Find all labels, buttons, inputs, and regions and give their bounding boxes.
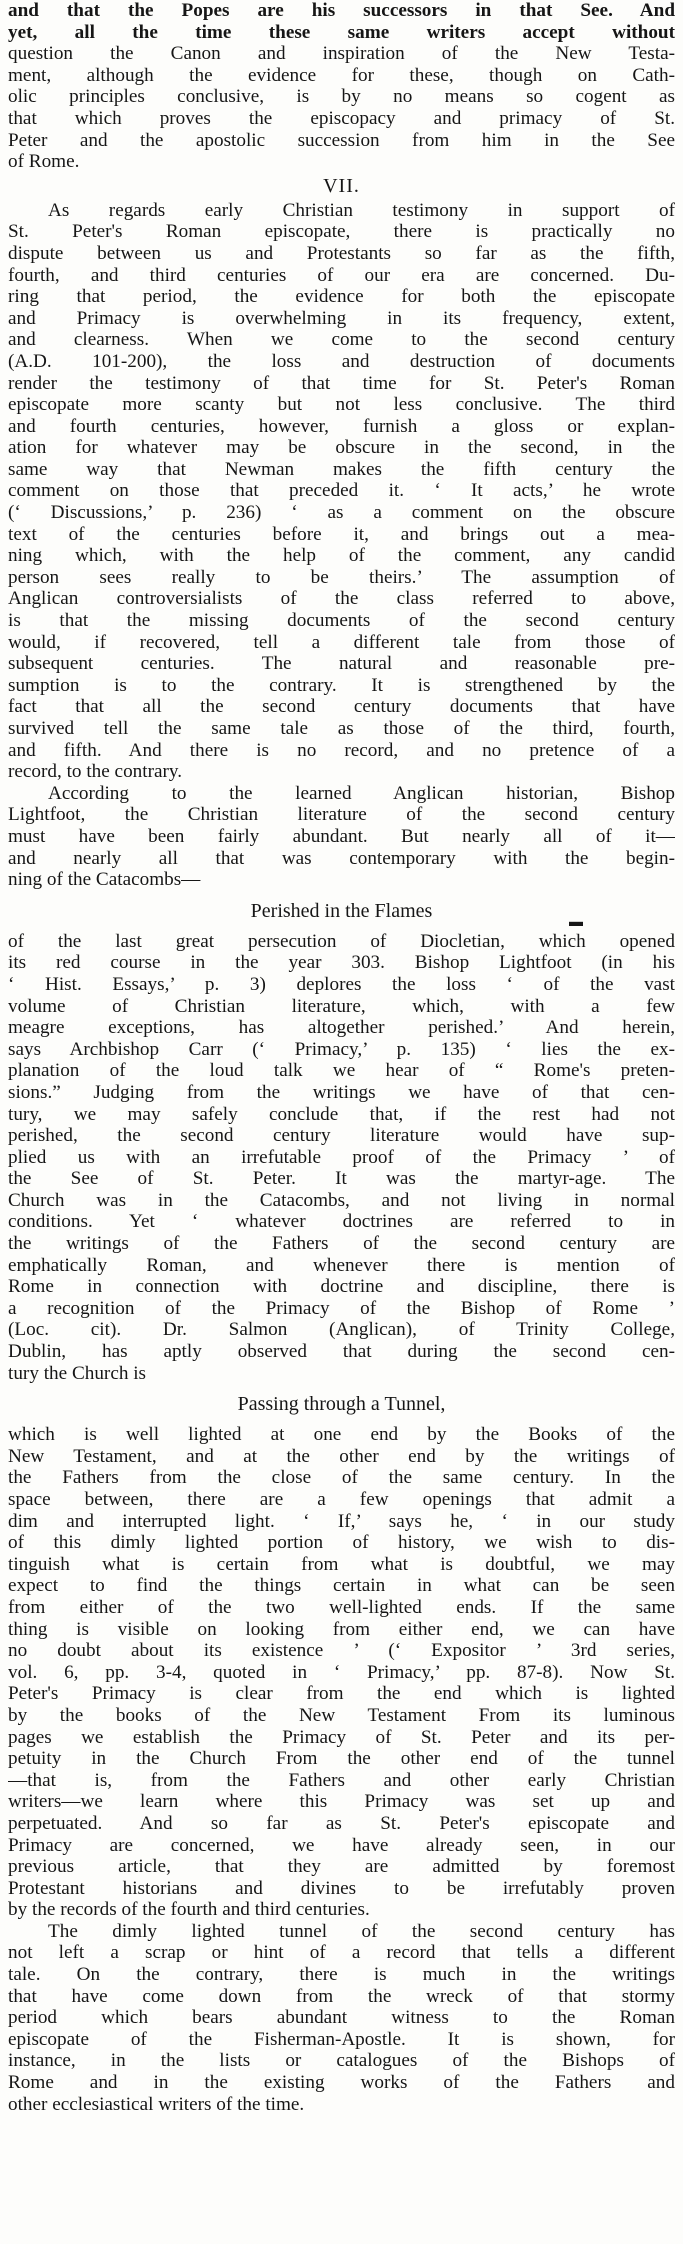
text-line: the Fathers from the close of the same century. In the: [8, 1467, 675, 1489]
text-line: render the testimony of that time for St. Peter's Roman: [8, 372, 675, 394]
text-line: and clearness. When we come to the second century: [8, 329, 675, 351]
text-line: petuity in the Church From the other end of the tunnel: [8, 1748, 675, 1770]
text-line: perpetuated. And so far as St. Peter's episcopate and: [8, 1812, 675, 1834]
text-line: its red course in the year 303. Bishop Lightfoot (in his: [8, 952, 675, 974]
text-line: person sees really to be theirs.’ The assumption of: [8, 566, 675, 588]
printer-mark: ▬: [569, 914, 583, 930]
text-line: thing is visible on looking from either end, we can have: [8, 1618, 675, 1640]
text-line: (‘ Discussions,’ p. 236) ‘ as a comment on the obscure: [8, 502, 675, 524]
text-line: episcopate more scanty but not less conclusive. The third: [8, 394, 675, 416]
text-line: and Primacy is overwhelming in its frequency, extent,: [8, 307, 675, 329]
text-line: emphatically Roman, and whenever there is mention of: [8, 1254, 675, 1276]
text-line: period which bears abundant witness to the Roman: [8, 2007, 675, 2029]
text-line: is that the missing documents of the second century: [8, 610, 675, 632]
text-line: instance, in the lists or catalogues of the Bishops of: [8, 2050, 675, 2072]
text-line: same way that Newman makes the fifth century the: [8, 458, 675, 480]
text-line: Primacy are concerned, we have already seen, in our: [8, 1834, 675, 1856]
text-line: Church was in the Catacombs, and not living in normal: [8, 1189, 675, 1211]
text-line: According to the learned Anglican historian, Bishop: [48, 782, 675, 804]
text-line: writers—we learn where this Primacy was set up and: [8, 1791, 675, 1813]
text-line: tury the Church is: [8, 1362, 147, 1384]
text-line: dim and interrupted light. ‘ If,’ says he, ‘ in our study: [8, 1510, 675, 1532]
text-line: which is well lighted at one end by the Books of the: [8, 1424, 675, 1446]
text-line: episcopate of the Fisherman-Apostle. It is shown, for: [8, 2028, 675, 2050]
text-line: (A.D. 101-200), the loss and destruction of documents: [8, 350, 675, 372]
text-line: vol. 6, pp. 3-4, quoted in ‘ Primacy,’ pp. 87-8). Now St.: [8, 1661, 675, 1683]
text-line: plied us with an irrefutable proof of the Primacy ’ of: [8, 1146, 675, 1168]
subheading-tunnel-text: Passing through a Tunnel,: [237, 1393, 446, 1416]
text-line: would, if recovered, tell a different tale from those of: [8, 631, 675, 653]
text-line: and nearly all that was contemporary with the begin-: [8, 847, 675, 869]
text-line: ation for whatever may be obscure in the second, in the: [8, 437, 675, 459]
text-line: St. Peter's Roman episcopate, there is practically no: [8, 221, 675, 243]
text-line: and fourth centuries, however, furnish a gloss or explan-: [8, 415, 675, 437]
text-line: tury, we may safely conclude that, if the rest had not: [8, 1103, 675, 1125]
text-line: ring that period, the evidence for both the episcopate: [8, 286, 675, 308]
text-line: expect to find the things certain in what can be seen: [8, 1575, 675, 1597]
text-line: and fifth. And there is no record, and no pretence of a: [8, 739, 675, 761]
text-line: —that is, from the Fathers and other early Christian: [8, 1769, 675, 1791]
opening-paragraph: [8, 0, 675, 173]
section-body-1: [8, 200, 675, 891]
text-line: ning of the Catacombs—: [8, 869, 201, 891]
text-line: sions.” Judging from the writings we have of that cen-: [8, 1081, 675, 1103]
text-line: record, to the contrary.: [8, 761, 183, 783]
text-line: Peter's Primacy is clear from the end which is lighted: [8, 1683, 675, 1705]
text-line: Protestant historians and divines to be irrefutably proven: [8, 1877, 675, 1899]
text-line: that have come down from the wreck of that stormy: [8, 1985, 675, 2007]
text-line: Anglican controversialists of the class referred to above,: [8, 588, 675, 610]
text-line: conditions. Yet ‘ whatever doctrines are referred to in: [8, 1211, 675, 1233]
text-line: volume of Christian literature, which, with a few: [8, 995, 675, 1017]
text-line: sumption is to the contrary. It is strengthened by the: [8, 674, 675, 696]
text-line: ning which, with the help of the comment, any candid: [8, 545, 675, 567]
text-line: yet, all the time these same writers accept without: [8, 21, 675, 43]
subheading-perished: [8, 891, 675, 931]
text-line: of the last great persecution of Diocletian, which opened: [8, 930, 675, 952]
text-line: comment on those that preceded it. ‘ It acts,’ he wrote: [8, 480, 675, 502]
text-line: (Loc. cit). Dr. Salmon (Anglican), of Trinity College,: [8, 1319, 675, 1341]
text-line: fact that all the second century documents that have: [8, 696, 675, 718]
text-line: by the books of the New Testament From its luminous: [8, 1704, 675, 1726]
text-line: question the Canon and inspiration of the New Testa-: [8, 43, 675, 65]
text-line: New Testament, and at the other end by the writings of: [8, 1445, 675, 1467]
text-line: meagre exceptions, has altogether perished.’ And herein,: [8, 1017, 675, 1039]
text-line: The dimly lighted tunnel of the second century has: [48, 1920, 675, 1942]
text-line: Dublin, has aptly observed that during the second cen-: [8, 1341, 675, 1363]
text-line: says Archbishop Carr (‘ Primacy,’ p. 135) ‘ lies the ex-: [8, 1038, 675, 1060]
text-line: Rome and in the existing works of the Fathers and: [8, 2072, 675, 2094]
text-line: olic principles conclusive, is by no means so cogent as: [8, 86, 675, 108]
text-line: fourth, and third centuries of our era are concerned. Du-: [8, 264, 675, 286]
text-line: the writings of the Fathers of the second century are: [8, 1233, 675, 1255]
text-line: tinguish what is certain from what is doubtful, we may: [8, 1553, 675, 1575]
section-heading: VII.: [323, 174, 360, 197]
text-line: pages we establish the Primacy of St. Peter and its per-: [8, 1726, 675, 1748]
section-body-3: [8, 1424, 675, 2115]
section-body-2: [8, 931, 675, 1384]
subheading-tunnel: [8, 1384, 675, 1424]
text-line: survived tell the same tale as those of the third, fourth,: [8, 718, 675, 739]
text-line: ‘ Hist. Essays,’ p. 3) deplores the loss ‘ of the vast: [8, 973, 675, 995]
text-line: tale. On the contrary, there is much in the writings: [8, 1964, 675, 1986]
text-line: must have been fairly abundant. But nearly all of it—: [8, 825, 675, 847]
text-line: ment, although the evidence for these, though on Cath-: [8, 64, 675, 86]
text-line: As regards early Christian testimony in support of: [48, 199, 675, 221]
text-line: by the records of the fourth and third centuries.: [8, 1899, 370, 1921]
text-line: Lightfoot, the Christian literature of the second century: [8, 804, 675, 826]
text-line: space between, there are a few openings that admit a: [8, 1489, 675, 1510]
text-line: Rome in connection with doctrine and discipline, there is: [8, 1276, 675, 1298]
text-line: no doubt about its existence ’ (‘ Expositor ’ 3rd series,: [8, 1640, 675, 1662]
text-line: not left a scrap or hint of a record that tells a different: [8, 1942, 675, 1964]
text-line: the See of St. Peter. It was the martyr-age. The: [8, 1168, 675, 1190]
text-line: of Rome.: [8, 151, 80, 173]
text-line: dispute between us and Protestants so far as the fifth,: [8, 242, 675, 264]
text-line: text of the centuries before it, and brings out a mea-: [8, 523, 675, 545]
text-line: perished, the second century literature would have sup-: [8, 1125, 675, 1147]
text-line: of this dimly lighted portion of history, we wish to dis-: [8, 1532, 675, 1554]
text-line: a recognition of the Primacy of the Bishop of Rome ’: [8, 1297, 675, 1319]
text-line: previous article, that they are admitted by foremost: [8, 1856, 675, 1878]
text-line: that which proves the episcopacy and primacy of St.: [8, 107, 675, 129]
text-line: planation of the loud talk we hear of “ Rome's preten-: [8, 1060, 675, 1082]
text-line: subsequent centuries. The natural and reasonable pre-: [8, 653, 675, 675]
subheading-perished-text: Perished in the Flames: [250, 899, 433, 922]
text-line: from either of the two well-lighted ends. If the same: [8, 1596, 675, 1618]
text-line: and that the Popes are his successors in that See. And: [8, 0, 675, 21]
text-line: Peter and the apostolic succession from him in the See: [8, 129, 675, 151]
text-line: other ecclesiastical writers of the time.: [8, 2093, 305, 2115]
